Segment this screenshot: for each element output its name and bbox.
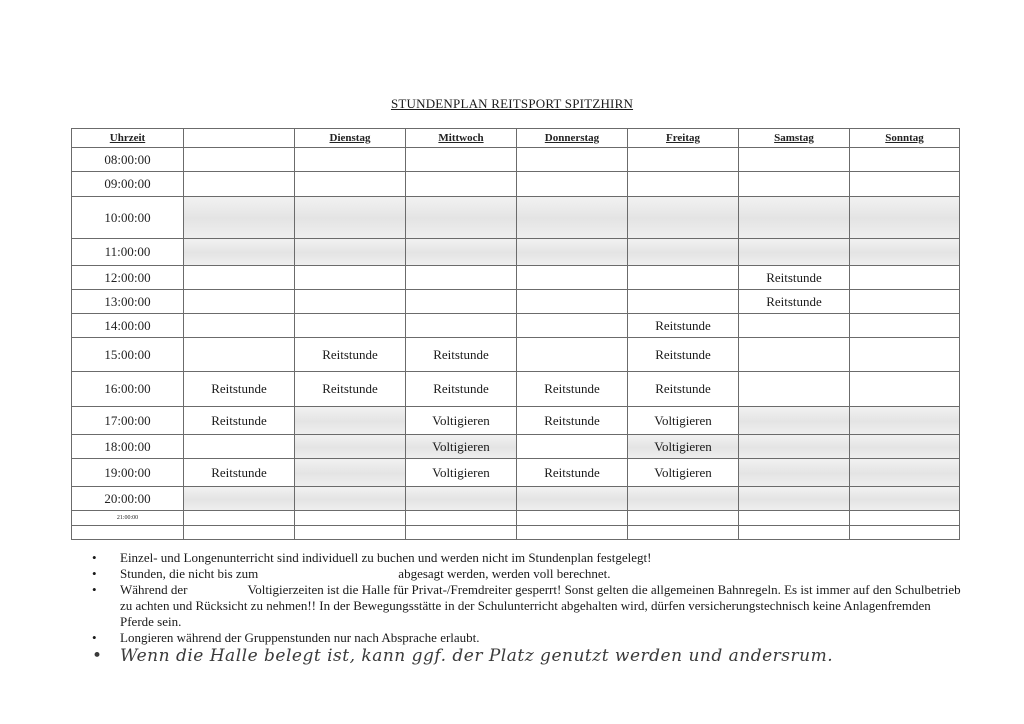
schedule-cell: [850, 511, 960, 526]
schedule-cell: [184, 239, 295, 266]
schedule-cell: Reitstunde: [184, 407, 295, 435]
schedule-cell: Voltigieren: [406, 435, 517, 459]
schedule-cell: [184, 526, 295, 540]
schedule-cell: [739, 148, 850, 172]
schedule-cell: [295, 459, 406, 487]
schedule-cell: [739, 526, 850, 540]
table-row: [72, 239, 960, 266]
schedule-cell: [295, 526, 406, 540]
schedule-cell: Reitstunde: [295, 338, 406, 372]
schedule-cell: Reitstunde: [184, 459, 295, 487]
time-cell: 15:00:00: [72, 338, 184, 372]
table-row: [72, 435, 960, 459]
schedule-cell: [295, 239, 406, 266]
schedule-cell: [850, 407, 960, 435]
schedule-cell: [406, 511, 517, 526]
schedule-cell: [739, 338, 850, 372]
time-cell: 12:00:00: [72, 266, 184, 290]
note-text: Einzel- und Longenunterricht sind individuell zu buchen und werden nicht im Stundenplan festgelegt!: [120, 550, 652, 565]
schedule-cell: Reitstunde: [517, 372, 628, 407]
schedule-cell: [184, 435, 295, 459]
schedule-cell: [850, 266, 960, 290]
note-text: Voltigierzeiten ist die Halle für Privat-/Fremdreiter gesperrt! Sonst gelten die allgemeinen Bahnregeln. Es ist immer auf den Schulbetrieb zu achten und Rücksicht zu nehmen!! In der Bewegungsstätte in der Schulunterricht abgehalten wird, dürfen versicherungstechnisch keine Anlagenfremden Pferde sein.: [120, 582, 961, 629]
time-cell: 14:00:00: [72, 314, 184, 338]
schedule-cell: [295, 172, 406, 197]
schedule-cell: [406, 314, 517, 338]
schedule-cell: [628, 197, 739, 239]
schedule-cell: Reitstunde: [628, 338, 739, 372]
schedule-cell: [406, 526, 517, 540]
note-item: [92, 630, 962, 646]
bullet-icon: •: [92, 582, 97, 597]
table-row: [72, 314, 960, 338]
schedule-cell: Reitstunde: [517, 459, 628, 487]
schedule-cell: [184, 487, 295, 511]
schedule-cell: [406, 266, 517, 290]
schedule-cell: [295, 435, 406, 459]
schedule-cell: [850, 197, 960, 239]
schedule-cell: [850, 459, 960, 487]
table-row: [72, 172, 960, 197]
table-row: [72, 197, 960, 239]
schedule-cell: [295, 314, 406, 338]
note-text: abgesagt werden, werden voll berechnet.: [398, 566, 611, 581]
schedule-cell: [850, 148, 960, 172]
time-cell: 13:00:00: [72, 290, 184, 314]
schedule-cell: [517, 266, 628, 290]
schedule-cell: [184, 266, 295, 290]
notes-list: [92, 550, 962, 664]
time-cell: 10:00:00: [72, 197, 184, 239]
schedule-cell: [184, 172, 295, 197]
bullet-icon: •: [92, 646, 103, 666]
page-title: STUNDENPLAN REITSPORT SPITZHIRN: [390, 96, 634, 111]
schedule-cell: [517, 435, 628, 459]
schedule-cell: [850, 526, 960, 540]
schedule-cell: Reitstunde: [517, 407, 628, 435]
schedule-cell: [406, 239, 517, 266]
table-row: [72, 526, 960, 540]
schedule-cell: [850, 239, 960, 266]
note-item: [92, 582, 962, 630]
table-row: [72, 290, 960, 314]
schedule-cell: [850, 172, 960, 197]
schedule-table: [71, 128, 960, 540]
schedule-cell: [739, 197, 850, 239]
schedule-cell: [517, 290, 628, 314]
header-day-1: [184, 129, 295, 148]
schedule-cell: Reitstunde: [406, 372, 517, 407]
time-cell: 20:00:00: [72, 487, 184, 511]
schedule-cell: [739, 459, 850, 487]
schedule-cell: [739, 435, 850, 459]
schedule-cell: Voltigieren: [628, 459, 739, 487]
header-mittwoch: Mittwoch: [406, 129, 517, 148]
time-cell: 19:00:00: [72, 459, 184, 487]
schedule-cell: [628, 266, 739, 290]
header-uhrzeit: Uhrzeit: [72, 129, 184, 148]
schedule-cell: [406, 197, 517, 239]
schedule-cell: Voltigieren: [628, 435, 739, 459]
time-cell: 17:00:00: [72, 407, 184, 435]
schedule-cell: [517, 197, 628, 239]
header-dienstag: Dienstag: [295, 129, 406, 148]
schedule-cell: [184, 314, 295, 338]
schedule-cell: [850, 314, 960, 338]
note-text: Stunden, die nicht bis zum: [120, 566, 259, 581]
schedule-cell: [739, 239, 850, 266]
schedule-cell: [517, 172, 628, 197]
schedule-cell: [517, 526, 628, 540]
schedule-cell: [517, 148, 628, 172]
schedule-cell: Reitstunde: [295, 372, 406, 407]
schedule-cell: [517, 511, 628, 526]
header-row: [72, 129, 960, 148]
schedule-cell: Reitstunde: [406, 338, 517, 372]
schedule-cell: Voltigieren: [406, 407, 517, 435]
handwritten-text: Wenn die Halle belegt ist, kann ggf. der Platz genutzt werden und andersrum.: [120, 646, 834, 666]
schedule-cell: [295, 407, 406, 435]
header-donnerstag: Donnerstag: [517, 129, 628, 148]
schedule-cell: Reitstunde: [628, 314, 739, 338]
bullet-icon: •: [92, 630, 97, 645]
schedule-cell: [184, 511, 295, 526]
note-item: [92, 550, 962, 566]
schedule-cell: [406, 290, 517, 314]
note-item: [92, 566, 962, 582]
table-row: [72, 372, 960, 407]
table-row: [72, 407, 960, 435]
note-text: Während der: [120, 582, 188, 597]
schedule-cell: Reitstunde: [184, 372, 295, 407]
schedule-cell: [628, 148, 739, 172]
bullet-icon: •: [92, 566, 97, 581]
schedule-cell: [517, 487, 628, 511]
table-row: [72, 338, 960, 372]
header-sonntag: Sonntag: [850, 129, 960, 148]
time-cell: 09:00:00: [72, 172, 184, 197]
schedule-cell: [295, 266, 406, 290]
schedule-cell: [295, 197, 406, 239]
handwritten-note: [92, 648, 962, 664]
schedule-cell: Reitstunde: [739, 266, 850, 290]
schedule-cell: [628, 511, 739, 526]
schedule-cell: [628, 172, 739, 197]
schedule-cell: [850, 372, 960, 407]
schedule-cell: [850, 435, 960, 459]
schedule-cell: Reitstunde: [628, 372, 739, 407]
schedule-cell: [184, 148, 295, 172]
schedule-cell: [628, 290, 739, 314]
schedule-cell: [628, 239, 739, 266]
schedule-cell: Voltigieren: [628, 407, 739, 435]
bullet-icon: •: [92, 550, 97, 565]
schedule-cell: [517, 338, 628, 372]
schedule-cell: [295, 148, 406, 172]
table-row: [72, 148, 960, 172]
schedule-cell: [850, 338, 960, 372]
table-row: [72, 459, 960, 487]
schedule-cell: [295, 290, 406, 314]
schedule-cell: Voltigieren: [406, 459, 517, 487]
table-row: [72, 266, 960, 290]
time-cell: [72, 526, 184, 540]
schedule-cell: [406, 172, 517, 197]
note-text: Longieren während der Gruppenstunden nur nach Absprache erlaubt.: [120, 630, 480, 645]
schedule-cell: [850, 290, 960, 314]
schedule-cell: [184, 338, 295, 372]
schedule-cell: [628, 487, 739, 511]
schedule-cell: [850, 487, 960, 511]
table-row: [72, 511, 960, 526]
table-row: [72, 487, 960, 511]
time-cell: 16:00:00: [72, 372, 184, 407]
time-cell: 08:00:00: [72, 148, 184, 172]
schedule-cell: [406, 487, 517, 511]
schedule-cell: [628, 526, 739, 540]
time-cell: 18:00:00: [72, 435, 184, 459]
schedule-cell: Reitstunde: [739, 290, 850, 314]
time-cell: 21:00:00: [72, 511, 184, 526]
header-freitag: Freitag: [628, 129, 739, 148]
schedule-cell: [295, 487, 406, 511]
schedule-cell: [739, 372, 850, 407]
schedule-cell: [295, 511, 406, 526]
schedule-cell: [739, 314, 850, 338]
schedule-cell: [739, 511, 850, 526]
schedule-cell: [739, 407, 850, 435]
header-samstag: Samstag: [739, 129, 850, 148]
schedule-cell: [739, 487, 850, 511]
schedule-cell: [517, 314, 628, 338]
schedule-cell: [406, 148, 517, 172]
time-cell: 11:00:00: [72, 239, 184, 266]
schedule-cell: [739, 172, 850, 197]
schedule-cell: [184, 290, 295, 314]
schedule-cell: [517, 239, 628, 266]
schedule-cell: [184, 197, 295, 239]
